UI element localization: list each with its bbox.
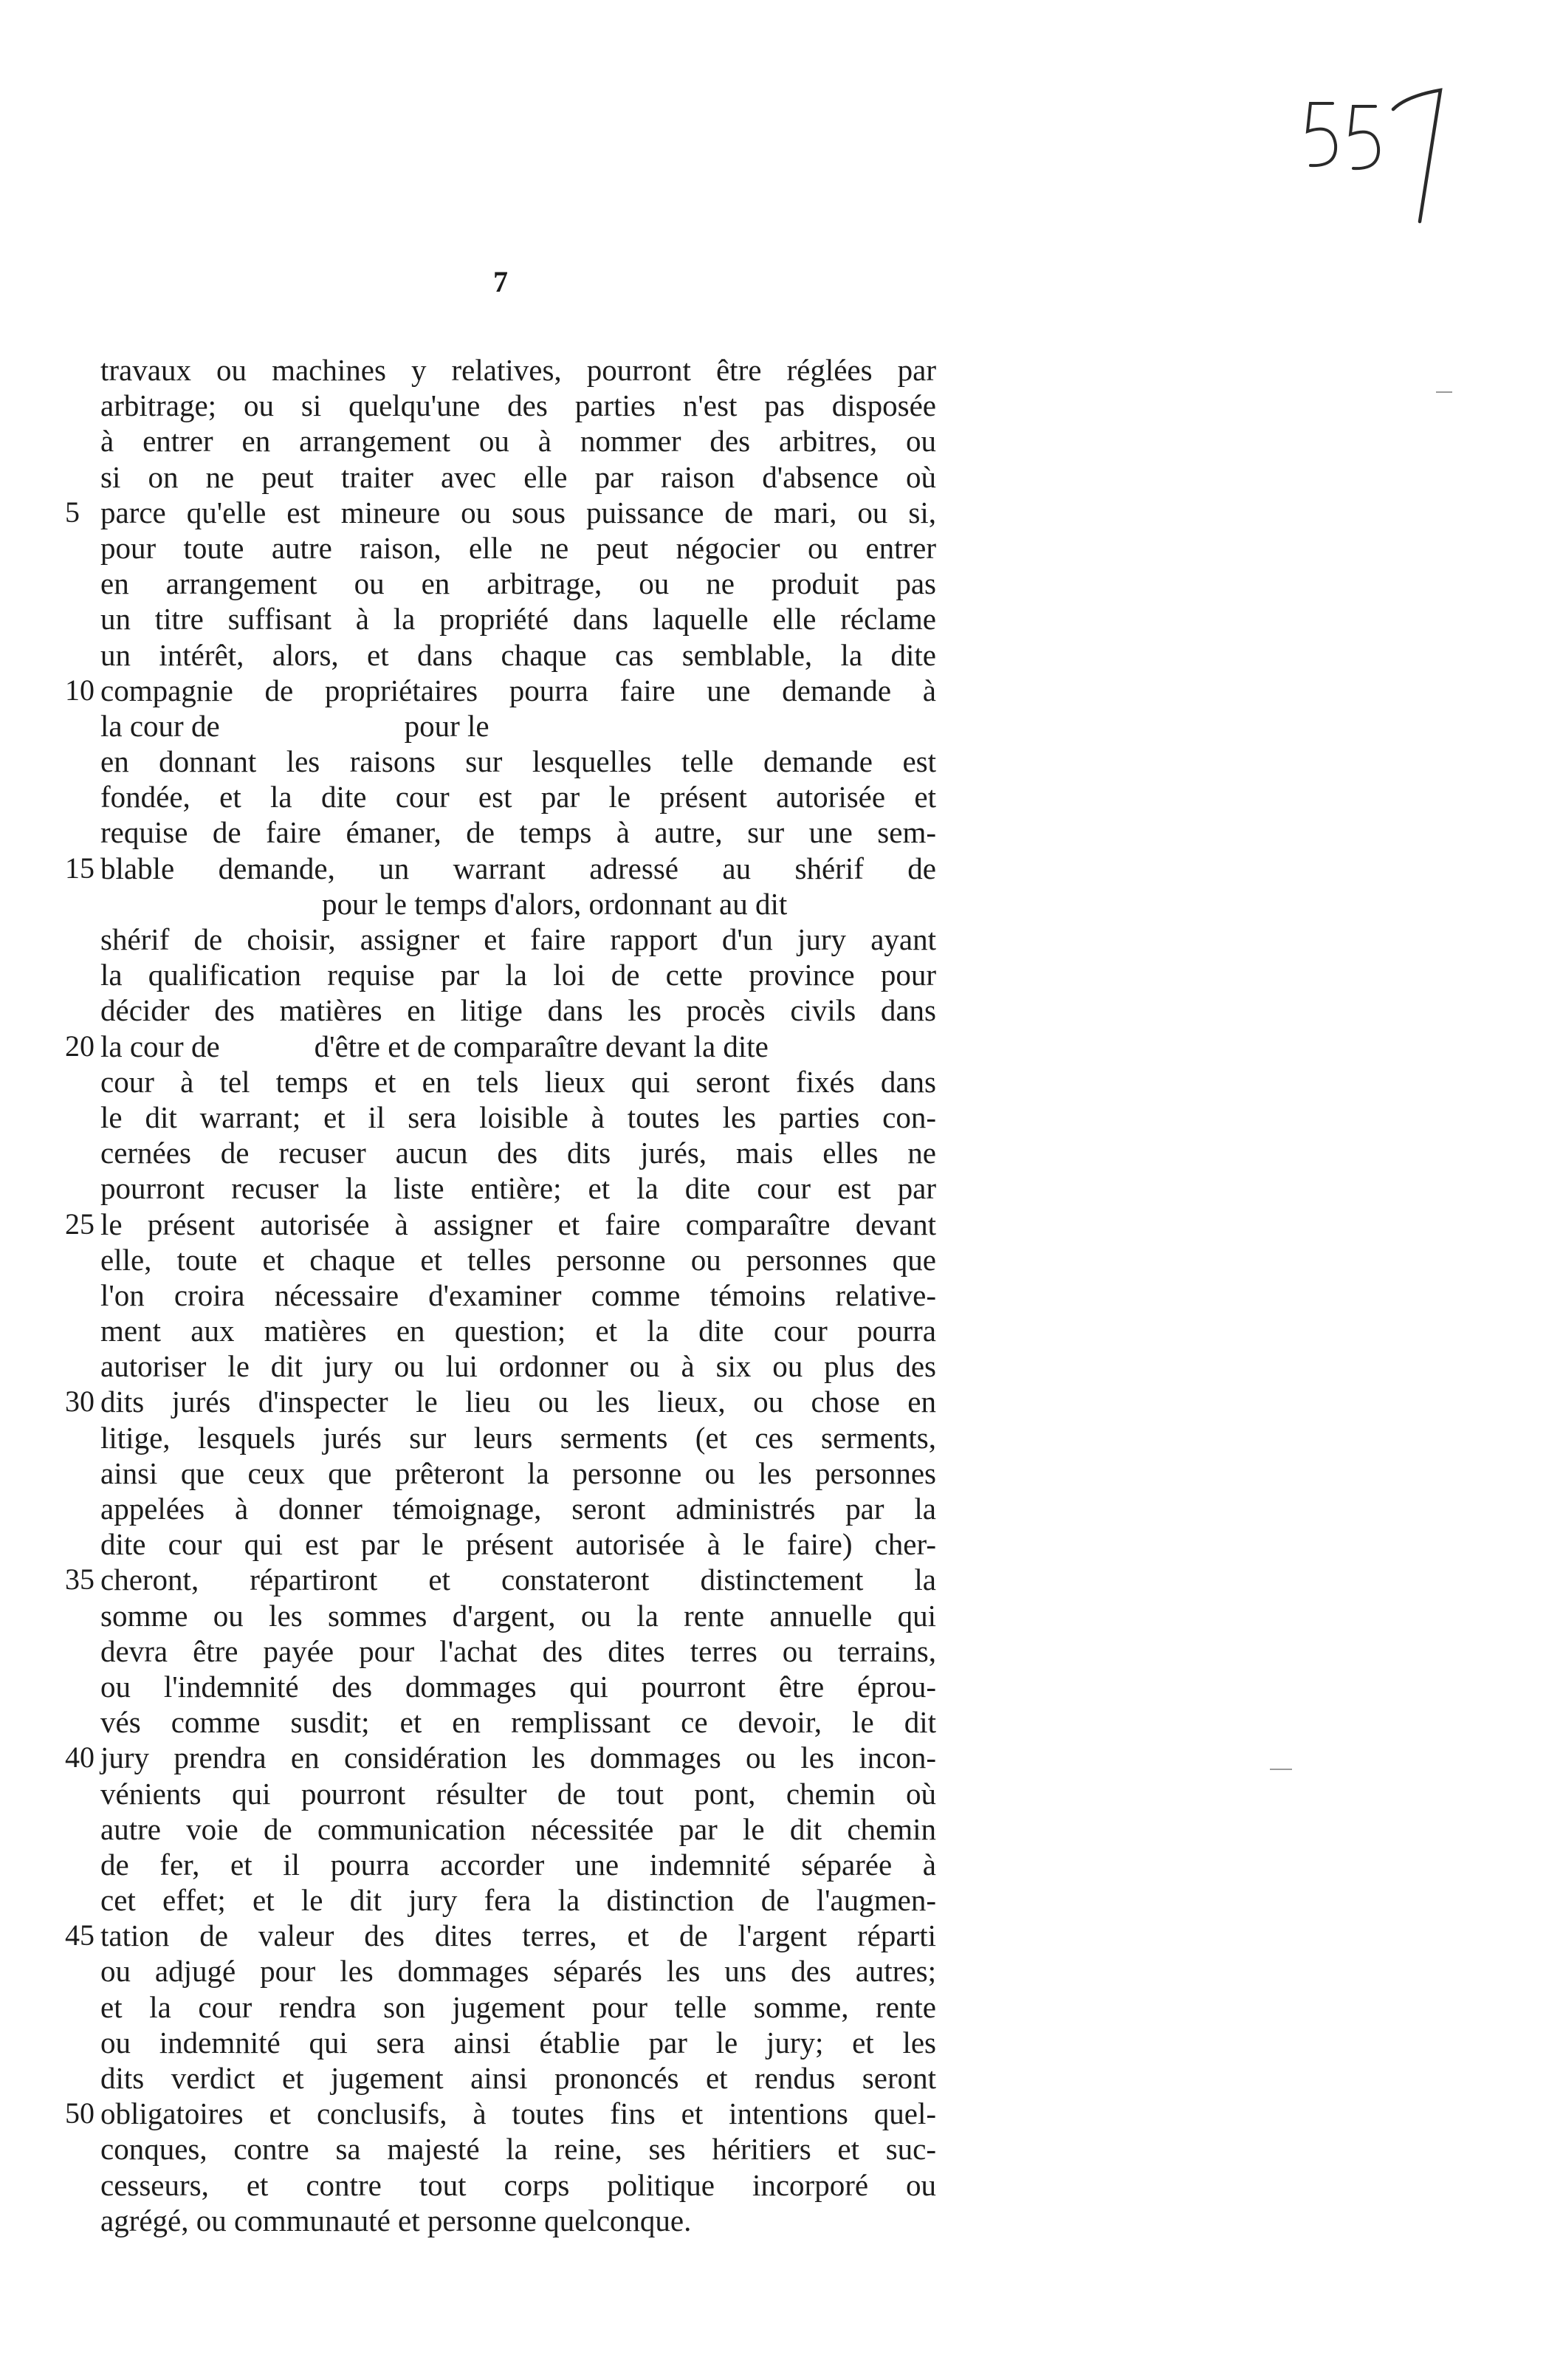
text-line [65,886,936,922]
text-line [65,1491,936,1526]
line-text: et la cour rendra son jugement pour telle somme, rente [100,1989,936,2024]
text-line [65,495,936,530]
text-line [65,1170,936,1206]
margin-mark [1436,391,1452,393]
line-text: arbitrage; ou si quelqu'une des parties n'est pas disposée [100,388,936,423]
line-text [100,886,936,922]
line-text: obligatoires et conclusifs, à toutes fins et intentions quel- [100,2096,936,2131]
text-line [65,2025,936,2060]
line-text: appelées à donner témoignage, seront administrés par la [100,1492,936,1526]
line-text: travaux ou machines y relatives, pourront être réglées par [100,353,936,387]
line-number: 5 [65,495,80,529]
line-text: compagnie de propriétaires pourra faire une demande à [100,673,936,707]
text-line [65,1455,936,1491]
line-text: ment aux matières en question; et la dite cour pourra [100,1314,936,1348]
text-line [65,1811,936,1847]
line-text: cernées de recuser aucun des dits jurés, mais elles ne [100,1136,936,1170]
page-number: 7 [493,265,508,298]
line-text: agrégé, ou communauté et personne quelconque. [100,2203,692,2237]
line-text: fondée, et la dite cour est par le présent autorisée et [100,780,936,815]
line-text: autre voie de communication nécessitée par le dit chemin [100,1811,936,1846]
text-line [65,601,936,637]
text-line [65,1064,936,1100]
line-text: ou adjugé pour les dommages séparés les uns des autres; [100,1954,936,1989]
line-text [100,708,936,744]
text-line [65,1704,936,1740]
line-text: cesseurs, et contre tout corps politique incorporé ou [100,2167,936,2202]
text-line [65,1278,936,1313]
text-line [65,352,936,388]
text-line [65,1100,936,1135]
text-line [65,530,936,566]
line-text: requise de faire émaner, de temps à autre, sur une sem- [100,815,936,850]
line-text: un titre suffisant à la propriété dans laquelle elle réclame [100,602,936,637]
text-line [65,1207,936,1242]
text-line [65,1242,936,1278]
text-line [65,744,936,779]
text-line [65,1847,936,1882]
handwritten-folio-mark [1296,74,1466,244]
line-text: dits verdict et jugement ainsi prononcés et rendus seront [100,2061,936,2095]
line-text: ainsi que ceux que prêteront la personne ou les personnes [100,1455,936,1490]
text-line [65,957,936,992]
line-text: cet effet; et le dit jury fera la distinction de l'augmen- [100,1883,936,1918]
line-number: 20 [65,1029,95,1063]
text-line [65,922,936,957]
line-text: cour à tel temps et en tels lieux qui seront fixés dans [100,1064,936,1099]
text-line [65,1029,936,1064]
text-line [65,566,936,601]
line-text: en arrangement ou en arbitrage, ou ne produit pas [100,566,936,601]
text-line [65,992,936,1028]
line-text: cheront, répartiront et constateront distinctement la [100,1563,936,1597]
line-text: vénients qui pourront résulter de tout pont, chemin où [100,1776,936,1811]
line-text: elle, toute et chaque et telles personne ou personnes que [100,1242,936,1277]
line-text: jury prendra en considération les dommages ou les incon- [100,1741,936,1775]
text-line [65,2167,936,2203]
line-text: autoriser le dit jury ou lui ordonner ou à six ou plus des [100,1349,936,1384]
line-segment: pour le temps d'alors, ordonnant au dit [322,886,788,921]
line-text: parce qu'elle est mineure ou sous puissance de mari, ou si, [100,495,936,529]
line-text: le dit warrant; et il sera loisible à toutes les parties con- [100,1100,936,1134]
line-text: décider des matières en litige dans les procès civils dans [100,993,936,1028]
line-text: pourront recuser la liste entière; et la dite cour est par [100,1171,936,1206]
text-line [65,779,936,815]
line-text [100,1029,936,1064]
line-text: le présent autorisée à assigner et faire comparaître devant [100,1207,936,1241]
line-number: 25 [65,1207,95,1241]
text-line [65,1526,936,1562]
text-line [65,1598,936,1633]
text-line [65,708,936,744]
line-text: blable demande, un warrant adressé au shérif de [100,851,936,885]
text-line [65,1776,936,1811]
text-line [65,851,936,886]
line-text: si on ne peut traiter avec elle par raison d'absence où [100,459,936,494]
line-number: 45 [65,1918,95,1952]
line-text: shérif de choisir, assigner et faire rapport d'un jury ayant [100,922,936,956]
line-number: 50 [65,2096,95,2130]
line-text: vés comme susdit; et en remplissant ce devoir, le dit [100,1705,936,1740]
text-line [65,1633,936,1669]
handwritten-folio-number [1296,74,1466,244]
line-text: pour toute autre raison, elle ne peut négocier ou entrer [100,530,936,565]
text-line [65,1313,936,1348]
line-number: 40 [65,1741,95,1774]
text-line [65,1562,936,1597]
text-line [65,423,936,459]
margin-mark [1270,1769,1292,1770]
line-number: 30 [65,1385,95,1419]
line-text: un intérêt, alors, et dans chaque cas semblable, la dite [100,637,936,672]
text-line [65,2096,936,2131]
line-text: dite cour qui est par le présent autorisée à le faire) cher- [100,1527,936,1562]
text-line [65,1384,936,1419]
text-line [65,1420,936,1455]
line-text: tation de valeur des dites terres, et de l'argent réparti [100,1918,936,1953]
line-text: ou l'indemnité des dommages qui pourront être éprou- [100,1669,936,1704]
text-line [65,2060,936,2096]
text-line [65,673,936,708]
line-text: la qualification requise par la loi de cette province pour [100,958,936,992]
text-line [65,1669,936,1704]
text-line [65,1882,936,1918]
line-segment: la cour de [100,708,220,743]
line-segment: d'être et de comparaître devant la dite [314,1029,769,1063]
line-text: ou indemnité qui sera ainsi établie par le jury; et les [100,2025,936,2060]
text-line [65,1989,936,2025]
text-line [65,1953,936,1989]
line-number: 15 [65,851,95,885]
text-line [65,1740,936,1775]
line-segment: la cour de [100,1029,220,1063]
line-text: de fer, et il pourra accorder une indemnité séparée à [100,1847,936,1882]
line-text: somme ou les sommes d'argent, ou la rente annuelle qui [100,1598,936,1633]
line-text: l'on croira nécessaire d'examiner comme témoins relative- [100,1278,936,1312]
text-line [65,1918,936,1953]
line-text: dits jurés d'inspecter le lieu ou les lieux, ou chose en [100,1385,936,1419]
text-line [65,2203,936,2238]
line-text: conques, contre sa majesté la reine, ses héritiers et suc- [100,2132,936,2167]
text-line [65,2131,936,2167]
text-line [65,815,936,850]
line-number: 10 [65,673,95,707]
text-line [65,1348,936,1384]
line-text: à entrer en arrangement ou à nommer des arbitres, ou [100,424,936,459]
text-line [65,637,936,673]
line-text: en donnant les raisons sur lesquelles telle demande est [100,744,936,779]
line-number: 35 [65,1563,95,1597]
text-line [65,1135,936,1170]
text-line [65,459,936,495]
line-segment: pour le [404,708,489,743]
body-text [65,352,936,2238]
line-text: litige, lesquels jurés sur leurs serments (et ces serments, [100,1420,936,1455]
text-line [65,388,936,423]
line-text: devra être payée pour l'achat des dites terres ou terrains, [100,1633,936,1668]
